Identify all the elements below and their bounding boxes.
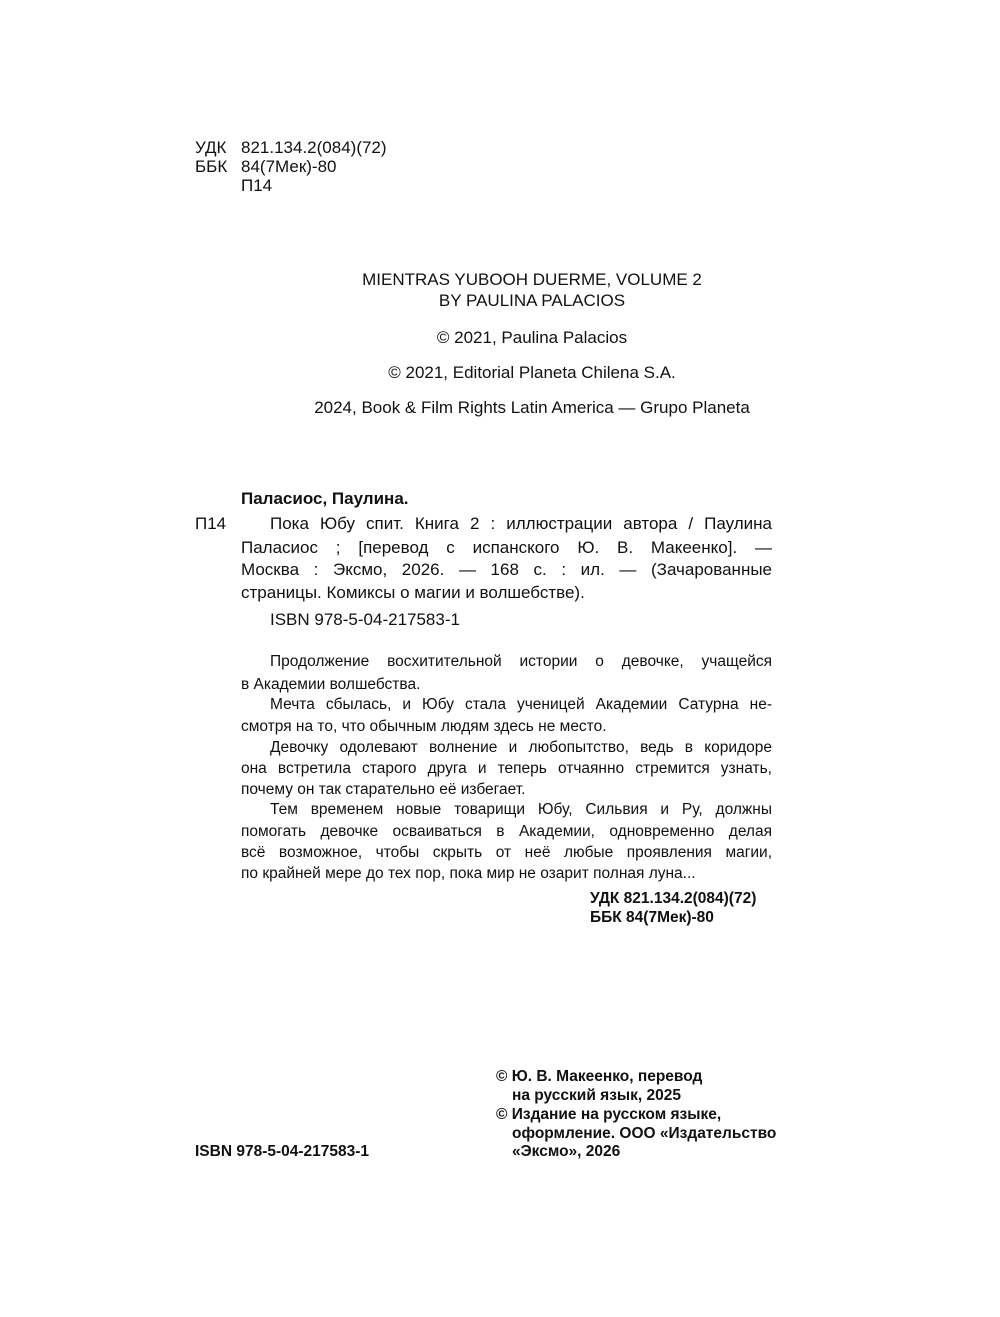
annotation-line: смотря на то, что обычным людям здесь не место. [241,718,607,735]
copyright-line: оформление. ООО «Издательство [512,1125,777,1142]
record-line: Пока Юбу спит. Книга 2 : иллюстрации автора / Паулина [270,514,772,533]
annotation-line: всё возможное, чтобы скрыть от неё любые проявления магии, [241,844,772,861]
udk-bold: УДК 821.134.2(084)(72) [590,890,757,907]
annotation-line: почему он так старательно её избегает. [241,781,526,798]
annotation-line: Мечта сбылась, и Юбу стала ученицей Академии Сатурна не- [270,696,772,713]
copyright-author: © 2021, Paulina Palacios [436,328,628,347]
copyright-line: © Издание на русском языке, [496,1106,722,1123]
annotation-line: Продолжение восхитительной истории о девочке, учащейся [270,653,772,670]
copyright-line: © Ю. В. Макеенко, перевод [496,1068,703,1085]
copyright-line: «Эксмо», 2026 [512,1143,621,1160]
footer-isbn: ISBN 978-5-04-217583-1 [195,1143,370,1160]
record-isbn: ISBN 978-5-04-217583-1 [270,610,460,629]
original-title: MIENTRAS YUBOOH DUERME, VOLUME 2 [362,270,702,289]
record-code: П14 [195,514,227,533]
udk-label: УДК [195,138,227,157]
record-author: Паласиос, Паулина. [241,489,409,508]
annotation-line: помогать девочке осваиваться в Академии, одновременно делая [241,823,772,840]
original-author: BY PAULINA PALACIOS [438,291,626,310]
copyright-publisher: © 2021, Editorial Planeta Chilena S.A. [388,363,676,382]
record-line: Паласиос ; [перевод с испанского Ю. В. Макеенко]. — [241,538,772,557]
author-mark: П14 [241,176,273,195]
bbk-bold: ББК 84(7Мек)-80 [590,909,714,926]
annotation-line: она встретила старого друга и теперь отчаянно стремится узнать, [241,760,772,777]
bbk-label: ББК [195,157,228,176]
rights-notice: 2024, Book & Film Rights Latin America — Grupo Planeta [314,398,750,417]
record-line: страницы. Комиксы о магии и волшебстве). [241,583,585,602]
annotation-line: Девочку одолевают волнение и любопытство, ведь в коридоре [270,739,772,756]
annotation-line: Тем временем новые товарищи Юбу, Сильвия и Ру, должны [270,801,772,818]
annotation-line: по крайней мере до тех пор, пока мир не озарит полная луна... [241,865,696,882]
udk-code: 821.134.2(084)(72) [241,138,387,157]
annotation-line: в Академии волшебства. [241,676,421,693]
record-line: Москва : Эксмо, 2026. — 168 с. : ил. — (Зачарованные [241,560,772,579]
bbk-code: 84(7Мек)-80 [241,157,337,176]
copyright-line: на русский язык, 2025 [512,1087,681,1104]
